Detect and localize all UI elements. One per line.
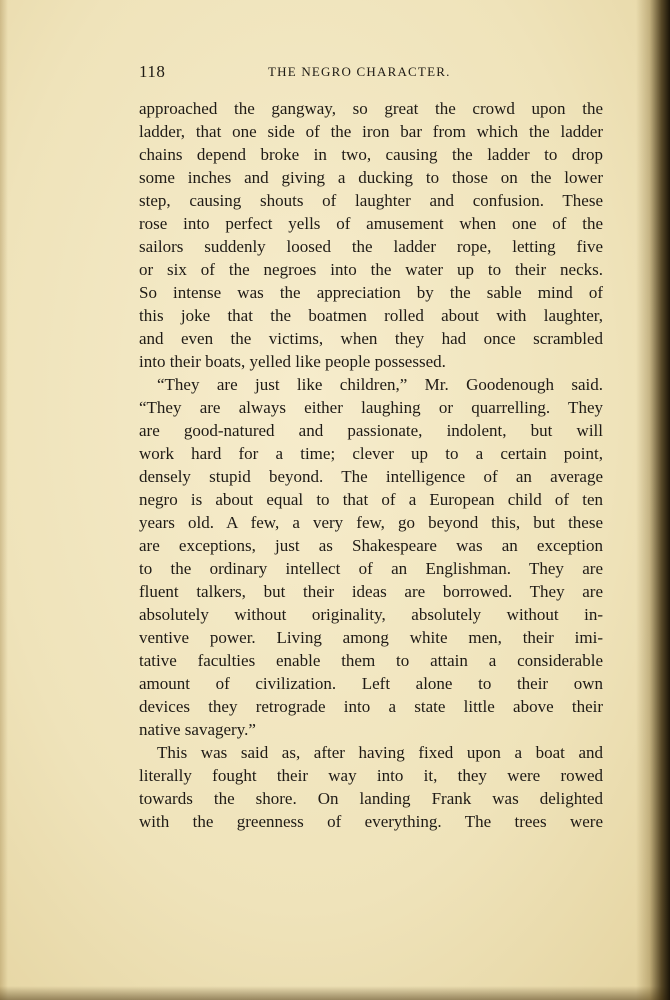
text-line: This was said as, after having fixed upon a boat and: [157, 743, 603, 762]
text-line: absolutely without originality, absolutely without in-: [139, 605, 603, 624]
text-line: “They are just like children,” Mr. Goodenough said.: [157, 375, 603, 394]
text-line: step, causing shouts of laughter and confusion. These: [139, 191, 603, 210]
page-number: 118: [139, 62, 166, 81]
text-line: ventive power. Living among white men, their imi-: [139, 628, 603, 647]
text-line: chains depend broke in two, causing the ladder to drop: [139, 145, 603, 164]
text-line: some inches and giving a ducking to those on the lower: [139, 168, 603, 187]
text-line: with the greenness of everything. The trees were: [139, 812, 603, 831]
text-line: approached the gangway, so great the crowd upon the: [139, 99, 603, 118]
text-line: towards the shore. On landing Frank was delighted: [139, 789, 603, 808]
text-line: sailors suddenly loosed the ladder rope, letting five: [139, 237, 603, 256]
body-text: [139, 97, 603, 833]
text-line: are good-natured and passionate, indolent, but will: [139, 421, 603, 440]
text-line: amount of civilization. Left alone to their own: [139, 674, 603, 693]
text-line: negro is about equal to that of a European child of ten: [139, 490, 603, 509]
text-line: work hard for a time; clever up to a certain point,: [139, 444, 603, 463]
text-line: are exceptions, just as Shakespeare was an exception: [139, 536, 603, 555]
text-line: fluent talkers, but their ideas are borrowed. They are: [139, 582, 603, 601]
text-line: So intense was the appreciation by the sable mind of: [139, 283, 603, 302]
text-line: and even the victims, when they had once scrambled: [139, 329, 603, 348]
page-bottom-edge: [0, 986, 670, 1000]
text-line: rose into perfect yells of amusement when one of the: [139, 214, 603, 233]
text-line: years old. A few, a very few, go beyond this, but these: [139, 513, 603, 532]
running-head: THE NEGRO CHARACTER.: [268, 64, 451, 79]
text-line: devices they retrograde into a state little above their: [139, 697, 603, 716]
text-line: into their boats, yelled like people possessed.: [139, 352, 446, 371]
book-spine-shadow: [636, 0, 670, 1000]
text-line: ladder, that one side of the iron bar from which the ladder: [139, 122, 603, 141]
text-line: “They are always either laughing or quarrelling. They: [139, 398, 603, 417]
text-line: tative faculties enable them to attain a considerable: [139, 651, 603, 670]
text-line: or six of the negroes into the water up to their necks.: [139, 260, 603, 279]
text-line: literally fought their way into it, they were rowed: [139, 766, 603, 785]
text-line: native savagery.”: [139, 720, 256, 739]
text-line: densely stupid beyond. The intelligence of an average: [139, 467, 603, 486]
text-line: to the ordinary intellect of an Englishman. They are: [139, 559, 603, 578]
page-left-edge: [0, 0, 8, 1000]
text-line: this joke that the boatmen rolled about with laughter,: [139, 306, 603, 325]
